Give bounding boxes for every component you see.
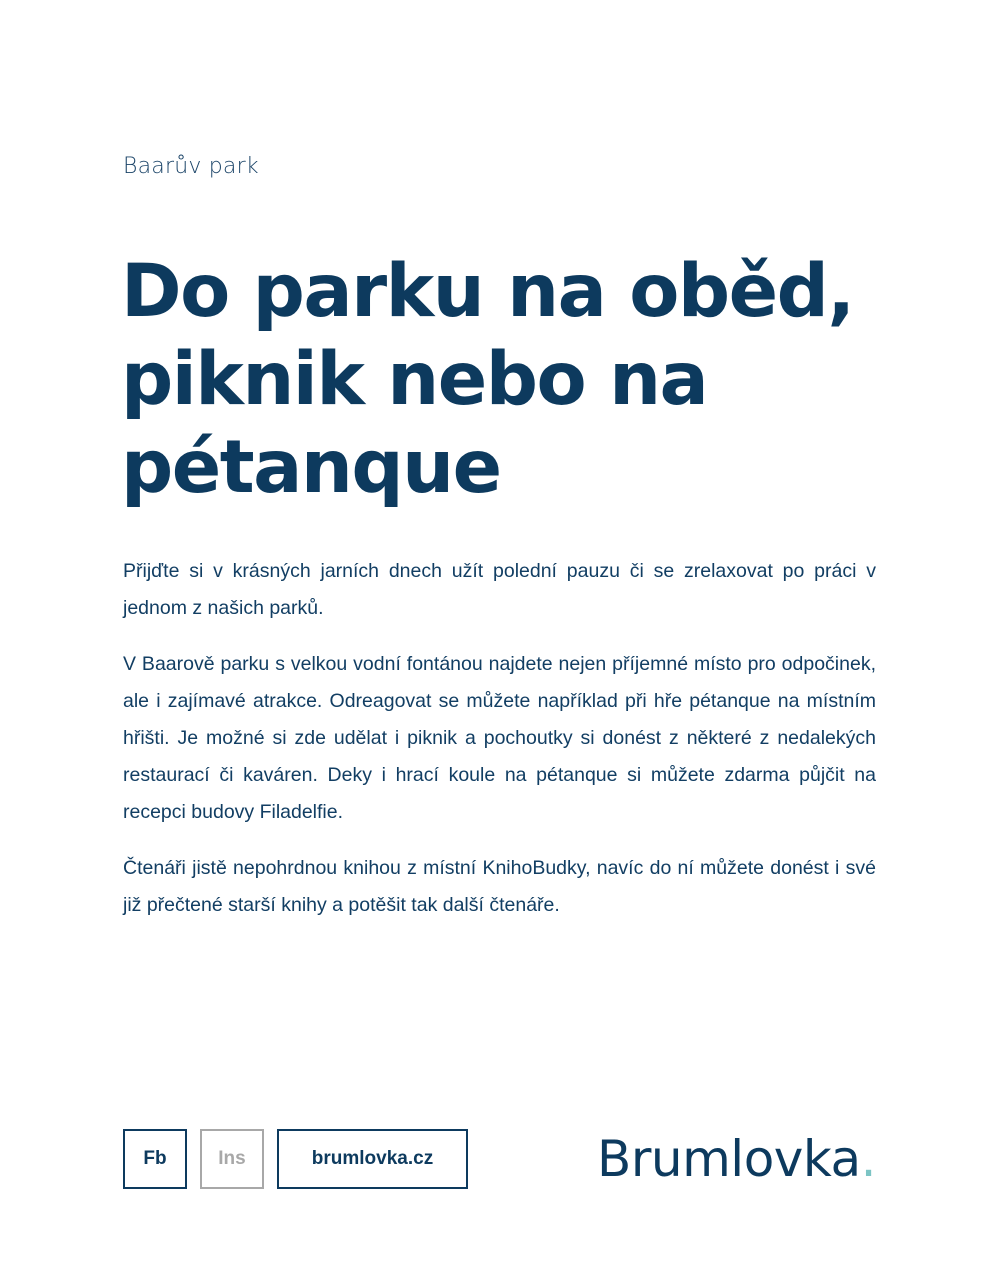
paragraph-books: Čtenáři jistě nepohrdnou knihou z místní KnihoBudky, navíc do ní můžete donést i své již přečtené starší knihy a potěšit tak další čtenáře. (123, 857, 876, 916)
facebook-link[interactable]: Fb (123, 1129, 187, 1189)
flyer-page (123, 0, 876, 1288)
headline: Do parku na oběd, piknik nebo na pétanque (121, 249, 854, 510)
brumlovka-logo (597, 1130, 876, 1188)
paragraph-park: V Baarově parku s velkou vodní fontánou najdete nejen příjemné místo pro odpočinek, ale i zajímavé atrakce. Odreagovat se můžete například při hře pétanque na místním hřišti. Je možné si zde udělat i piknik a pochoutky si donést z některé z nedalekých restaurací či kaváren. Deky i hrací koule na pétanque si můžete zdarma půjčit na recepci budovy Filadelfie. (123, 653, 876, 823)
logo-text: Brumlovka (597, 1130, 861, 1188)
instagram-link[interactable]: Ins (200, 1129, 264, 1189)
paragraph-intro: Přijďte si v krásných jarních dnech užít polední pauzu či se zrelaxovat po práci v jednom z našich parků. (123, 560, 876, 619)
logo-dot: . (860, 1130, 876, 1188)
body-text (123, 553, 876, 943)
social-links (123, 1129, 468, 1189)
location-kicker: Baarův park (123, 154, 259, 179)
website-link[interactable]: brumlovka.cz (277, 1129, 468, 1189)
